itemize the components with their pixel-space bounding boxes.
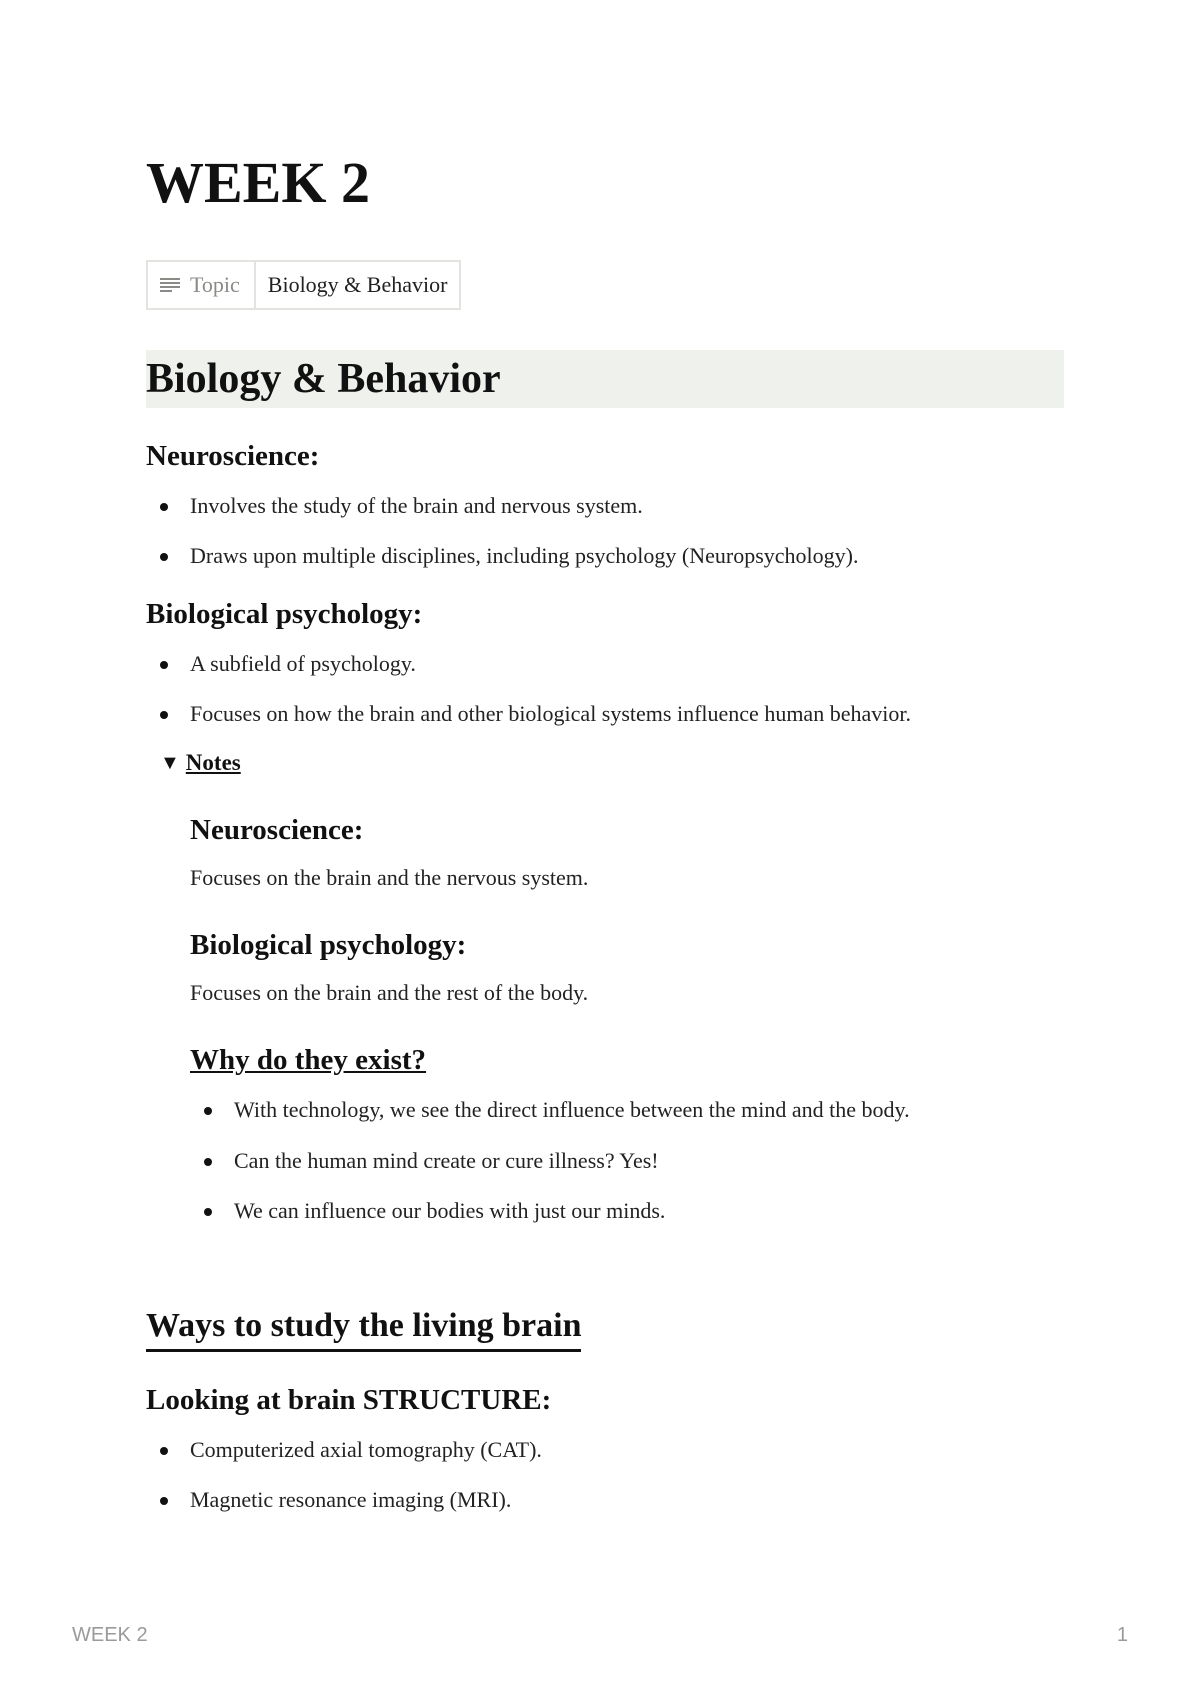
notes-neuroscience-heading: Neuroscience:	[190, 813, 364, 846]
section-heading-ways	[146, 1306, 1064, 1352]
biological-psychology-list	[146, 651, 1064, 728]
structure-heading: Looking at brain STRUCTURE:	[146, 1383, 552, 1416]
property-value[interactable]: Biology & Behavior	[267, 272, 448, 297]
notes-biological-psychology-heading: Biological psychology:	[190, 928, 467, 961]
section-heading-biology	[146, 350, 1064, 408]
triangle-down-icon[interactable]: ▼	[160, 751, 180, 774]
notes-why-list	[190, 1097, 1064, 1224]
property-key[interactable]	[148, 262, 256, 308]
notes-neuroscience-text: Focuses on the brain and the nervous system.	[190, 864, 589, 890]
neuroscience-heading: Neuroscience:	[146, 440, 320, 472]
notes-why-heading: Why do they exist?	[190, 1044, 427, 1077]
section-heading-ways-text: Ways to study the living brain	[146, 1309, 581, 1352]
notes-toggle-content	[146, 813, 1064, 1225]
list-item: Draws upon multiple disciplines, including psychology (Neuropsychology).	[146, 543, 1064, 569]
list-item: Computerized axial tomography (CAT).	[146, 1437, 1064, 1463]
structure-list	[146, 1437, 1064, 1514]
biological-psychology-heading: Biological psychology:	[146, 597, 423, 630]
property-table	[146, 260, 461, 310]
notes-biological-psychology-text: Focuses on the brain and the rest of the body.	[190, 979, 589, 1005]
notes-toggle-label[interactable]: Notes	[185, 749, 241, 775]
list-item: Involves the study of the brain and nervous system.	[146, 493, 1064, 519]
page-title: WEEK 2	[146, 150, 370, 215]
page-number: 1	[1116, 1624, 1128, 1646]
list-item: A subfield of psychology.	[146, 651, 1064, 677]
list-item: Focuses on how the brain and other biological systems influence human behavior.	[146, 701, 1064, 727]
neuroscience-list	[146, 493, 1064, 570]
section-heading-biology-text: Biology & Behavior	[146, 356, 501, 402]
page-content	[146, 140, 1064, 1513]
property-key-label: Topic	[190, 272, 240, 297]
list-item: Can the human mind create or cure illness? Yes!	[190, 1148, 1064, 1174]
list-item: We can influence our bodies with just our minds.	[190, 1198, 1064, 1224]
list-item: With technology, we see the direct influence between the mind and the body.	[190, 1097, 1064, 1123]
list-item: Magnetic resonance imaging (MRI).	[146, 1487, 1064, 1513]
notes-toggle[interactable]	[146, 750, 1064, 776]
footer-title: WEEK 2	[72, 1624, 148, 1646]
text-lines-icon	[160, 278, 180, 292]
